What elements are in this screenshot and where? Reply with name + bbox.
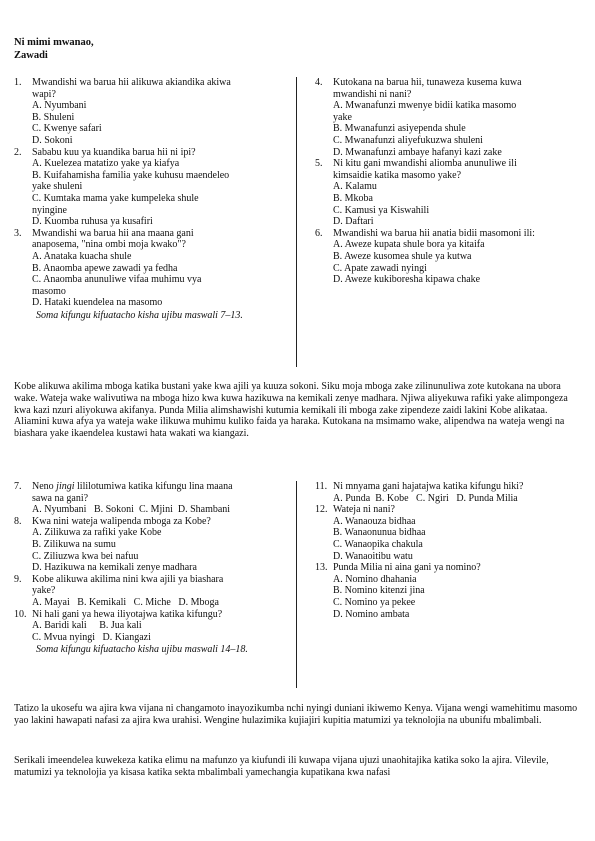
question-text: anaposema, "nina ombi moja kwako"? xyxy=(32,239,186,251)
options-inline[interactable]: A. Mayai B. Kemikali C. Miche D. Mboga xyxy=(32,596,219,608)
question-number: 13. xyxy=(315,562,328,574)
question-number: 8. xyxy=(14,515,22,527)
option-b[interactable]: B. Nomino kitenzi jina xyxy=(333,585,425,597)
question-text: yake? xyxy=(32,585,56,597)
option-d[interactable]: D. Wanaoitibu watu xyxy=(333,550,413,562)
option-d[interactable]: D. Nomino ambata xyxy=(333,608,410,620)
option-b[interactable]: B. Shuleni xyxy=(32,111,75,123)
option-c[interactable]: C. Wanaopika chakula xyxy=(333,538,423,550)
questions-right-column xyxy=(297,77,579,367)
options-inline[interactable]: A. Baridi kali B. Jua kali xyxy=(32,620,142,632)
option-a[interactable]: A. Aweze kupata shule bora ya kitaifa xyxy=(333,239,485,251)
question-number: 4. xyxy=(315,77,323,88)
question-5 xyxy=(315,158,579,181)
option-a-cont: yake xyxy=(333,111,352,123)
question-number: 6. xyxy=(315,227,323,239)
option-a[interactable]: A. Nomino dhahania xyxy=(333,573,417,585)
option-d[interactable]: D. Hataki kuendelea na masomo xyxy=(32,297,163,309)
questions-left-column xyxy=(14,481,297,688)
question-number: 10. xyxy=(14,608,27,620)
passage-instruction: Soma kifungu kifuatacho kisha ujibu maswali 14–18. xyxy=(36,644,248,656)
option-b-cont: yake shuleni xyxy=(32,181,83,193)
option-b[interactable]: B. Wanaonunua bidhaa xyxy=(333,527,426,539)
question-text: Kobe alikuwa akilima nini kwa ajili ya biashara xyxy=(32,573,224,585)
option-a[interactable]: A. Anataka kuacha shule xyxy=(32,250,132,262)
option-b[interactable]: B. Mwanafunzi asiyependa shule xyxy=(333,123,466,135)
question-7 xyxy=(14,481,290,504)
option-c[interactable]: C. Kwenye safari xyxy=(32,123,102,135)
questions-right-column xyxy=(297,481,579,688)
question-number: 5. xyxy=(315,158,323,170)
passage-kobe: Kobe alikuwa akilima mboga katika bustani yake kwa ajili ya kuuza sokoni. Siku moja mboga zake zilinunuliwa zote kutokana na ubora wake. Wateja wake walivutiwa na mboga hizo kwa kuwa hazikuwa na kemikali zenye madhara. Njiwa aliyekuwa rafiki yake alimpongeza kwa kazi nzuri aliyokuwa akifanya. Punda Milia alimshawishi kutumia kemikali ili mboga zake zipendeze zaidi lakini Kobe alikataa. Aliamini kuwa afya ya wateja wake ilikuwa muhimu kuliko faida ya haraka. Kutokana na msimamo wake, alipendwa na wateja wengi na biashara yake ikaendelea kustawi hata wakati wa kiangazi. xyxy=(14,381,568,440)
closing-line: Ni mimi mwanao, xyxy=(14,37,94,48)
question-text: mwandishi ni nani? xyxy=(333,88,412,100)
option-c[interactable]: C. Anaomba anunuliwe vifaa muhimu vya xyxy=(32,274,202,286)
options-inline[interactable]: C. Mvua nyingi D. Kiangazi xyxy=(32,631,151,643)
question-text-end: lililotumiwa katika kifungu lina maana xyxy=(74,481,233,492)
question-text: Mwandishi wa barua hii ana maana gani xyxy=(32,227,194,239)
option-a[interactable]: A. Kuelezea matatizo yake ya kiafya xyxy=(32,158,180,170)
question-12 xyxy=(315,504,579,516)
question-number: 11. xyxy=(315,481,328,492)
question-text: Ni hali gani ya hewa iliyotajwa katika kifungu? xyxy=(32,608,223,620)
option-a[interactable]: A. Nyumbani xyxy=(32,100,87,112)
question-text: Mwandishi wa barua hii anatia bidii masomoni ili: xyxy=(333,227,535,239)
passage-ajira-p2: Serikali imeendelea kuwekeza katika elimu na mafunzo ya kiufundi ili kuwapa vijana ujuzi unaohitajika katika soko la ajira. Vilevile, matumizi ya teknolojia ya kisasa katika sekta mbalimbali yamechangia kupatikana kwa nafasi xyxy=(14,755,549,778)
option-d[interactable]: D. Mwanafunzi ambaye hafanyi kazi zake xyxy=(333,146,502,158)
closing-signature: Zawadi xyxy=(14,50,48,61)
question-number: 2. xyxy=(14,146,22,158)
options-inline[interactable]: A. Punda B. Kobe C. Ngiri D. Punda Milia xyxy=(333,492,518,504)
question-text: Kutokana na barua hii, tunaweza kusema kuwa xyxy=(333,77,522,88)
question-text-start: Neno xyxy=(32,481,57,492)
option-b[interactable]: B. Anaomba apewe zawadi ya fedha xyxy=(32,262,178,274)
option-b[interactable]: B. Kuifahamisha familia yake kuhusu maendeleo xyxy=(32,169,230,181)
letter-closing xyxy=(14,36,94,62)
option-d[interactable]: D. Aweze kukiboresha kipawa chake xyxy=(333,274,481,286)
question-keyword: jingi xyxy=(56,481,75,492)
options-inline[interactable]: A. Nyumbani B. Sokoni C. Mjini D. Shambani xyxy=(32,504,231,516)
option-b[interactable]: B. Aweze kusomea shule ya kutwa xyxy=(333,250,472,262)
option-d[interactable]: D. Kuomba ruhusa ya kusafiri xyxy=(32,216,153,228)
question-number: 12. xyxy=(315,504,328,516)
question-number: 7. xyxy=(14,481,22,492)
question-9 xyxy=(14,574,290,597)
question-6 xyxy=(315,228,579,240)
question-text: Ni kitu gani mwandishi aliomba anunuliwe ili xyxy=(333,158,517,170)
passage-ajira-p1: Tatizo la ukosefu wa ajira kwa vijana ni changamoto inayozikumba nchi nyingi duniani ikiwemo Kenya. Vijana wengi wamehitimu masomo yao lakini hawapati nafasi za ajira kwa urahisi. Wengine hulazimika kujiajiri kupitia matumizi ya teknolojia na ubunifu mbalimbali. xyxy=(14,703,578,726)
questions-7-13 xyxy=(14,481,579,688)
question-4 xyxy=(315,77,579,100)
option-d[interactable]: D. Sokoni xyxy=(32,134,73,146)
option-a[interactable]: A. Mwanafunzi mwenye bidii katika masomo xyxy=(333,100,517,112)
question-text: Kwa nini wateja walipenda mboga za Kobe? xyxy=(32,515,211,527)
option-a[interactable]: A. Kalamu xyxy=(333,181,377,193)
question-text: Ni mnyama gani hajatajwa katika kifungu hiki? xyxy=(333,481,524,492)
question-11 xyxy=(315,481,579,493)
question-text: Sababu kuu ya kuandika barua hii ni ipi? xyxy=(32,146,196,158)
question-number: 1. xyxy=(14,77,22,88)
question-text: Wateja ni nani? xyxy=(333,504,395,516)
option-c[interactable]: C. Kamusi ya Kiswahili xyxy=(333,204,430,216)
option-c[interactable]: C. Apate zawadi nyingi xyxy=(333,262,427,274)
question-text: kimsaidie katika masomo yake? xyxy=(333,169,462,181)
passage-instruction: Soma kifungu kifuatacho kisha ujibu maswali 7–13. xyxy=(36,309,243,321)
option-c[interactable]: C. Nomino ya pekee xyxy=(333,596,416,608)
option-a[interactable]: A. Wanaouza bidhaa xyxy=(333,515,416,527)
question-1 xyxy=(14,77,290,100)
option-c[interactable]: C. Mwanafunzi aliyefukuzwa shuleni xyxy=(333,134,483,146)
option-c-cont: masomo xyxy=(32,285,66,297)
option-b[interactable]: B. Mkoba xyxy=(333,192,373,204)
question-10 xyxy=(14,609,290,621)
option-d[interactable]: D. Daftari xyxy=(333,216,374,228)
question-text xyxy=(32,481,290,493)
question-13 xyxy=(315,562,579,574)
option-c[interactable]: C. Ziliuzwa kwa bei nafuu xyxy=(32,550,139,562)
option-c[interactable]: C. Kumtaka mama yake kumpeleka shule xyxy=(32,192,199,204)
question-2 xyxy=(14,147,290,159)
question-text: Punda Milia ni aina gani ya nomino? xyxy=(333,562,481,574)
question-3 xyxy=(14,228,290,251)
question-text: wapi? xyxy=(32,88,56,100)
question-text: Mwandishi wa barua hii alikuwa akiandika akiwa xyxy=(32,77,231,88)
question-8 xyxy=(14,516,290,528)
question-text: sawa na gani? xyxy=(32,492,89,504)
question-number: 3. xyxy=(14,227,22,239)
option-b[interactable]: B. Zilikuwa na sumu xyxy=(32,538,116,550)
questions-1-6 xyxy=(14,77,579,367)
option-d[interactable]: D. Hazikuwa na kemikali zenye madhara xyxy=(32,562,197,574)
question-number: 9. xyxy=(14,573,22,585)
option-a[interactable]: A. Zilikuwa za rafiki yake Kobe xyxy=(32,527,162,539)
questions-left-column xyxy=(14,77,297,367)
option-c-cont: nyingine xyxy=(32,204,67,216)
